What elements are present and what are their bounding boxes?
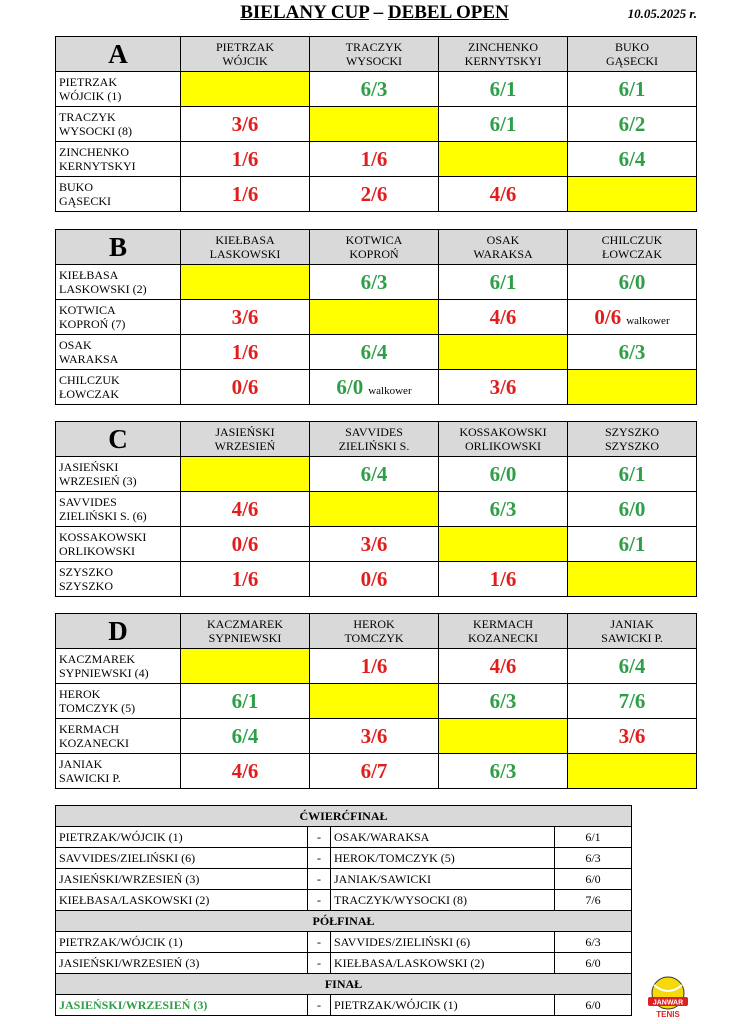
score-cell [181, 754, 310, 789]
column-header-line1: JANIAK [610, 617, 654, 631]
score-cell [568, 492, 697, 527]
score-cell [310, 754, 439, 789]
score-value: 1/6 [231, 566, 259, 591]
row-header-line2: ZIELIŃSKI S. (6) [59, 509, 147, 523]
row-header-line2: WÓJCIK (1) [59, 89, 122, 103]
column-header-line1: KOTWICA [345, 233, 403, 247]
match-score: 6/1 [555, 827, 632, 848]
column-header [181, 614, 310, 649]
score-cell [568, 649, 697, 684]
team-b: OSAK/WARAKSA [331, 827, 555, 848]
self-cell [568, 370, 697, 405]
group-letter: C [56, 422, 181, 457]
column-header [439, 37, 568, 72]
score-value: 3/6 [360, 531, 388, 556]
score-cell [310, 527, 439, 562]
column-header-line1: HEROK [353, 617, 395, 631]
row-header-line1: JANIAK [59, 757, 103, 771]
score-cell [439, 265, 568, 300]
team-b: TRACZYK/WYSOCKI (8) [331, 890, 555, 911]
score-cell [568, 107, 697, 142]
column-header-line2: TOMCZYK [344, 631, 404, 645]
match-score: 6/0 [555, 869, 632, 890]
row-header [56, 72, 181, 107]
match-dash: - [308, 953, 331, 974]
score-cell [181, 142, 310, 177]
row-header [56, 265, 181, 300]
column-header-line1: BUKO [614, 40, 649, 54]
column-header-line2: SAWICKI P. [601, 631, 663, 645]
group-table-1 [55, 229, 697, 405]
column-header-line2: LASKOWSKI [209, 247, 281, 261]
column-header [568, 422, 697, 457]
match-dash: - [308, 995, 331, 1016]
row-header-line2: SYPNIEWSKI (4) [59, 666, 149, 680]
row-header-line2: KOPROŃ (7) [59, 317, 126, 331]
score-cell [568, 265, 697, 300]
score-cell [310, 719, 439, 754]
column-header-line2: ORLIKOWSKI [465, 439, 541, 453]
score-cell [568, 684, 697, 719]
score-value: 1/6 [360, 653, 388, 678]
self-cell [181, 649, 310, 684]
column-header [310, 230, 439, 265]
match-score: 6/0 [555, 995, 632, 1016]
table-row [56, 562, 697, 597]
column-header [310, 614, 439, 649]
score-value: 6/4 [360, 339, 388, 364]
score-cell [568, 300, 697, 335]
score-value: 6/1 [231, 688, 259, 713]
group-letter: D [56, 614, 181, 649]
table-row [56, 684, 697, 719]
team-a: SAVVIDES/ZIELIŃSKI (6) [56, 848, 308, 869]
score-value: 0/6 [594, 304, 622, 329]
score-cell [439, 107, 568, 142]
column-header-line1: SZYSZKO [604, 425, 659, 439]
score-value: 6/1 [489, 111, 517, 136]
column-header [310, 422, 439, 457]
column-header-line2: WÓJCIK [222, 54, 268, 68]
group-table-3 [55, 613, 697, 789]
round-title: FINAŁ [56, 974, 632, 995]
score-cell [181, 492, 310, 527]
score-value: 6/7 [360, 758, 388, 783]
logo-text-bottom: TENIS [656, 1010, 680, 1019]
score-value: 6/1 [489, 269, 517, 294]
row-header [56, 719, 181, 754]
group-table-0 [55, 36, 697, 212]
score-value: 6/3 [360, 269, 388, 294]
walkover-note: walkower [626, 314, 670, 327]
score-value: 6/0 [489, 461, 517, 486]
score-value: 1/6 [231, 181, 259, 206]
column-header [181, 422, 310, 457]
score-value: 4/6 [231, 496, 259, 521]
row-header [56, 142, 181, 177]
score-cell [439, 370, 568, 405]
column-header-line1: KOSSAKOWSKI [459, 425, 547, 439]
row-header-line2: KOZANECKI [59, 736, 129, 750]
row-header [56, 107, 181, 142]
self-cell [181, 72, 310, 107]
match-score: 6/3 [555, 932, 632, 953]
column-header-line2: WYSOCKI [346, 54, 402, 68]
score-value: 4/6 [231, 758, 259, 783]
title-sep: – [373, 2, 384, 23]
score-cell [439, 72, 568, 107]
self-cell [310, 684, 439, 719]
self-cell [310, 492, 439, 527]
score-value: 6/4 [618, 146, 646, 171]
self-cell [568, 177, 697, 212]
group-letter: A [56, 37, 181, 72]
row-header-line1: ZINCHENKO [59, 145, 129, 159]
self-cell [310, 107, 439, 142]
row-header-line2: LASKOWSKI (2) [59, 282, 147, 296]
score-value: 1/6 [231, 146, 259, 171]
score-value: 2/6 [360, 181, 388, 206]
score-cell [181, 527, 310, 562]
score-value: 0/6 [360, 566, 388, 591]
score-cell [181, 562, 310, 597]
column-header [181, 230, 310, 265]
self-cell [568, 754, 697, 789]
column-header-line2: WARAKSA [473, 247, 533, 261]
table-row [56, 142, 697, 177]
score-cell [439, 457, 568, 492]
self-cell [181, 265, 310, 300]
match-row [56, 995, 632, 1016]
score-cell [568, 142, 697, 177]
column-header [439, 230, 568, 265]
score-cell [310, 335, 439, 370]
score-cell [439, 684, 568, 719]
row-header-line1: KACZMAREK [59, 652, 136, 666]
column-header-line2: KOZANECKI [468, 631, 538, 645]
row-header [56, 649, 181, 684]
match-dash: - [308, 869, 331, 890]
row-header [56, 527, 181, 562]
column-header [568, 614, 697, 649]
row-header [56, 335, 181, 370]
column-header-line1: PIETRZAK [216, 40, 274, 54]
column-header [439, 422, 568, 457]
row-header [56, 492, 181, 527]
score-value: 4/6 [489, 181, 517, 206]
score-value: 6/2 [618, 111, 646, 136]
row-header [56, 754, 181, 789]
score-value: 4/6 [489, 653, 517, 678]
match-score: 6/0 [555, 953, 632, 974]
column-header-line2: KERNYTSKYI [464, 54, 542, 68]
score-value: 6/0 [618, 269, 646, 294]
score-cell [439, 754, 568, 789]
score-value: 7/6 [618, 688, 646, 713]
table-row [56, 335, 697, 370]
match-dash: - [308, 827, 331, 848]
row-header-line1: TRACZYK [59, 110, 116, 124]
score-value: 6/0 [336, 374, 364, 399]
self-cell [568, 562, 697, 597]
column-header-line1: TRACZYK [345, 40, 403, 54]
match-row [56, 827, 632, 848]
score-cell [310, 177, 439, 212]
score-value: 6/4 [618, 653, 646, 678]
team-b: JANIAK/SAWICKI [331, 869, 555, 890]
score-value: 6/1 [489, 76, 517, 101]
score-cell [181, 177, 310, 212]
janwar-tenis-logo [646, 975, 690, 1021]
score-cell [310, 457, 439, 492]
table-row [56, 177, 697, 212]
match-row [56, 848, 632, 869]
score-value: 6/0 [618, 496, 646, 521]
row-header-line1: SZYSZKO [59, 565, 114, 579]
score-value: 6/1 [618, 76, 646, 101]
round-title: PÓŁFINAŁ [56, 911, 632, 932]
table-row [56, 72, 697, 107]
table-row [56, 457, 697, 492]
score-value: 3/6 [618, 723, 646, 748]
row-header-line1: KIEŁBASA [59, 268, 119, 282]
row-header-line1: SAVVIDES [59, 495, 117, 509]
column-header-line1: JASIEŃSKI [215, 425, 275, 439]
group-table-2 [55, 421, 697, 597]
row-header-line1: BUKO [59, 180, 94, 194]
table-row [56, 107, 697, 142]
walkover-note: walkower [368, 384, 412, 397]
score-cell [439, 492, 568, 527]
table-row [56, 492, 697, 527]
round-title: ĆWIERĆFINAŁ [56, 806, 632, 827]
column-header [181, 37, 310, 72]
column-header-line2: ZIELIŃSKI S. [338, 439, 410, 453]
match-row [56, 869, 632, 890]
row-header-line1: KERMACH [59, 722, 120, 736]
column-header-line2: KOPROŃ [349, 247, 399, 261]
score-value: 6/3 [360, 76, 388, 101]
score-value: 3/6 [231, 111, 259, 136]
score-cell [310, 562, 439, 597]
score-cell [310, 265, 439, 300]
table-row [56, 265, 697, 300]
score-value: 6/1 [618, 461, 646, 486]
table-row [56, 719, 697, 754]
table-row [56, 754, 697, 789]
score-value: 6/1 [618, 531, 646, 556]
column-header-line2: SYPNIEWSKI [208, 631, 282, 645]
row-header-line1: OSAK [59, 338, 92, 352]
column-header-line2: ŁOWCZAK [602, 247, 662, 261]
row-header [56, 684, 181, 719]
row-header [56, 457, 181, 492]
self-cell [439, 527, 568, 562]
date-label: 10.05.2025 r. [627, 6, 697, 21]
score-cell [181, 370, 310, 405]
column-header-line1: OSAK [486, 233, 520, 247]
team-a: PIETRZAK/WÓJCIK (1) [56, 827, 308, 848]
score-cell [439, 300, 568, 335]
title-part2: DEBEL OPEN [387, 2, 509, 23]
match-row [56, 932, 632, 953]
score-cell [181, 684, 310, 719]
self-cell [439, 719, 568, 754]
score-cell [568, 335, 697, 370]
table-row [56, 527, 697, 562]
score-value: 3/6 [231, 304, 259, 329]
match-dash: - [308, 932, 331, 953]
self-cell [439, 142, 568, 177]
team-a: JASIEŃSKI/WRZESIEŃ (3) [56, 953, 308, 974]
row-header-line2: WRZESIEŃ (3) [59, 474, 137, 488]
score-value: 6/3 [489, 688, 517, 713]
row-header-line1: KOSSAKOWSKI [59, 530, 147, 544]
score-value: 3/6 [360, 723, 388, 748]
score-value: 4/6 [489, 304, 517, 329]
row-header-line1: PIETRZAK [59, 75, 117, 89]
score-cell [310, 142, 439, 177]
score-cell [568, 527, 697, 562]
score-cell [310, 649, 439, 684]
column-header-line1: KERMACH [472, 617, 533, 631]
score-cell [181, 335, 310, 370]
team-b: HEROK/TOMCZYK (5) [331, 848, 555, 869]
match-dash: - [308, 890, 331, 911]
column-header-line1: KACZMAREK [206, 617, 283, 631]
self-cell [181, 457, 310, 492]
score-cell [439, 649, 568, 684]
match-row [56, 890, 632, 911]
score-cell [310, 370, 439, 405]
row-header-line2: SAWICKI P. [59, 771, 121, 785]
team-a: PIETRZAK/WÓJCIK (1) [56, 932, 308, 953]
logo-text-top: JANWAR [652, 999, 684, 1007]
knockout-table [55, 805, 632, 1016]
score-cell [568, 719, 697, 754]
team-b: PIETRZAK/WÓJCIK (1) [331, 995, 555, 1016]
group-letter: B [56, 230, 181, 265]
row-header-line1: CHILCZUK [59, 373, 120, 387]
match-row [56, 953, 632, 974]
row-header-line2: KERNYTSKYI [59, 159, 136, 173]
score-cell [439, 177, 568, 212]
row-header [56, 562, 181, 597]
score-value: 6/4 [231, 723, 259, 748]
team-b: SAVVIDES/ZIELIŃSKI (6) [331, 932, 555, 953]
score-value: 0/6 [231, 531, 259, 556]
score-value: 3/6 [489, 374, 517, 399]
score-value: 1/6 [360, 146, 388, 171]
row-header-line2: ORLIKOWSKI [59, 544, 135, 558]
team-a: JASIEŃSKI/WRZESIEŃ (3) [56, 869, 308, 890]
row-header-line2: SZYSZKO [59, 579, 114, 593]
column-header [310, 37, 439, 72]
score-value: 6/3 [618, 339, 646, 364]
score-cell [568, 72, 697, 107]
score-value: 6/3 [489, 758, 517, 783]
score-cell [310, 72, 439, 107]
column-header [568, 37, 697, 72]
score-cell [439, 562, 568, 597]
table-row [56, 649, 697, 684]
match-dash: - [308, 848, 331, 869]
column-header-line2: GĄSECKI [605, 54, 658, 68]
row-header-line2: GĄSECKI [59, 194, 112, 208]
row-header-line2: WYSOCKI (8) [59, 124, 132, 138]
self-cell [310, 300, 439, 335]
match-score: 7/6 [555, 890, 632, 911]
row-header-line1: KOTWICA [59, 303, 116, 317]
row-header-line2: ŁOWCZAK [59, 387, 119, 401]
score-cell [181, 719, 310, 754]
row-header [56, 300, 181, 335]
table-row [56, 370, 697, 405]
score-value: 0/6 [231, 374, 259, 399]
row-header [56, 370, 181, 405]
row-header-line2: WARAKSA [59, 352, 119, 366]
title-part1: BIELANY CUP [240, 2, 369, 23]
score-value: 1/6 [231, 339, 259, 364]
score-cell [568, 457, 697, 492]
column-header [568, 230, 697, 265]
column-header-line2: WRZESIEŃ [214, 439, 276, 453]
column-header-line1: ZINCHENKO [468, 40, 538, 54]
column-header-line1: SAVVIDES [345, 425, 403, 439]
column-header [439, 614, 568, 649]
column-header-line1: CHILCZUK [601, 233, 663, 247]
table-row [56, 300, 697, 335]
column-header-line1: KIEŁBASA [215, 233, 275, 247]
row-header-line2: TOMCZYK (5) [59, 701, 136, 715]
score-value: 6/3 [489, 496, 517, 521]
match-score: 6/3 [555, 848, 632, 869]
column-header-line2: SZYSZKO [604, 439, 659, 453]
score-value: 1/6 [489, 566, 517, 591]
team-a: KIEŁBASA/LASKOWSKI (2) [56, 890, 308, 911]
team-a: JASIEŃSKI/WRZESIEŃ (3) [56, 995, 308, 1016]
score-cell [181, 300, 310, 335]
score-cell [181, 107, 310, 142]
row-header-line1: JASIEŃSKI [59, 460, 119, 474]
self-cell [439, 335, 568, 370]
team-b: KIEŁBASA/LASKOWSKI (2) [331, 953, 555, 974]
row-header-line1: HEROK [59, 687, 101, 701]
row-header [56, 177, 181, 212]
score-value: 6/4 [360, 461, 388, 486]
